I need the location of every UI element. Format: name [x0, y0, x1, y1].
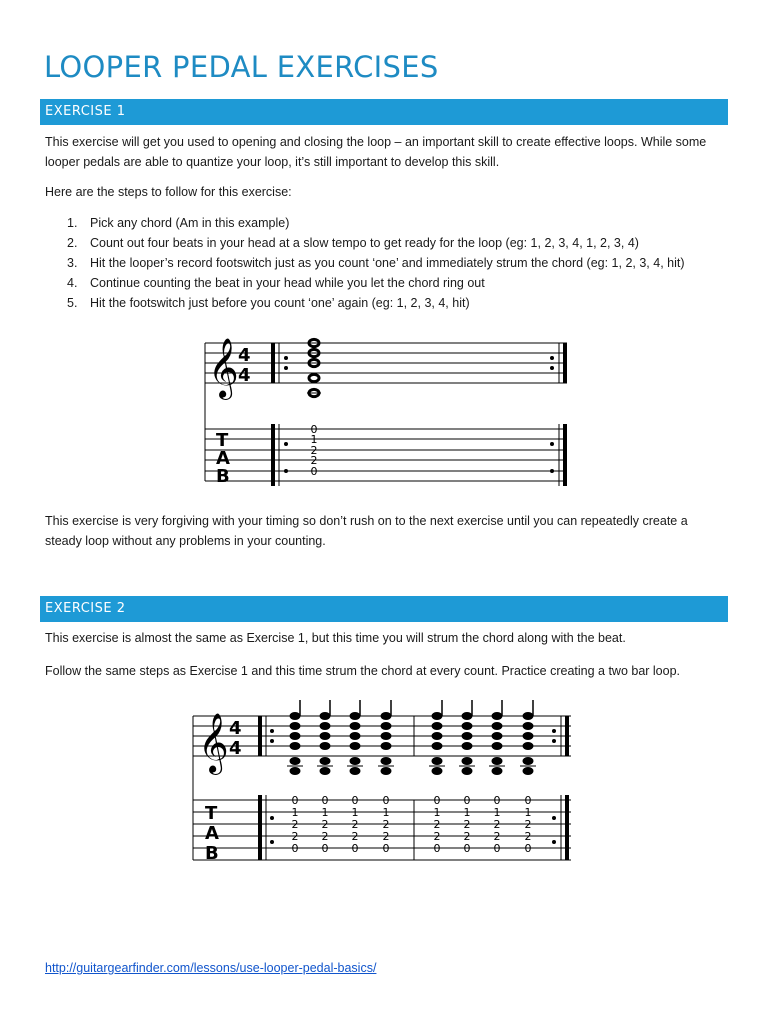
tab-letter-b: B: [205, 843, 219, 864]
quarter-note-head: [381, 767, 392, 775]
quarter-note-head: [462, 742, 473, 750]
quarter-note-head: [381, 742, 392, 750]
quarter-note-head: [492, 757, 503, 765]
quarter-note-head: [320, 767, 331, 775]
tab-fret: 0: [321, 794, 329, 807]
time-signature-top: 4: [238, 345, 251, 366]
step-number: 2.: [67, 236, 78, 250]
step-number: 3.: [67, 256, 78, 270]
step-number: 5.: [67, 296, 78, 310]
quarter-note-head: [381, 722, 392, 730]
quarter-note-head: [320, 742, 331, 750]
tab-letter-b: B: [216, 466, 230, 487]
tab-fret: 2: [524, 830, 532, 843]
step-text: Continue counting the beat in your head while you let the chord ring out: [90, 276, 485, 290]
step-number: 1.: [67, 216, 78, 230]
tab-fret: 0: [351, 794, 359, 807]
treble-clef-icon: 𝄞: [198, 713, 229, 773]
tab-fret: 0: [493, 794, 501, 807]
tab-fret: 2: [493, 818, 501, 831]
tab-fret: 1: [463, 806, 471, 819]
quarter-note-head: [290, 757, 301, 765]
quarter-note-head: [492, 767, 503, 775]
tab-fret: 2: [351, 830, 359, 843]
step-text: Pick any chord (Am in this example): [90, 216, 290, 230]
quarter-note-head: [432, 767, 443, 775]
tab-fret: 0: [463, 842, 471, 855]
tab-fret: 2: [463, 830, 471, 843]
time-signature-bottom: 4: [238, 365, 251, 386]
time-signature-top: 4: [229, 718, 242, 739]
quarter-note-head: [432, 757, 443, 765]
treble-clef-icon: 𝄞: [208, 338, 239, 398]
quarter-note-head: [432, 742, 443, 750]
quarter-note-head: [320, 732, 331, 740]
tab-fret: 1: [291, 806, 299, 819]
step-text: Hit the looper’s record footswitch just as you count ‘one’ and immediately strum the chord (eg: 1, 2, 3, 4, hit): [90, 256, 685, 270]
quarter-note-head: [492, 732, 503, 740]
quarter-note-head: [523, 722, 534, 730]
exercise-2-line-1: This exercise is almost the same as Exercise 1, but this time you will strum the chord along with the beat.: [45, 631, 626, 645]
tab-letter-a: A: [216, 448, 230, 469]
tab-fret: 2: [291, 830, 299, 843]
tab-fret: 0: [351, 842, 359, 855]
tab-fret: 1: [321, 806, 329, 819]
tab-fret: 1: [524, 806, 532, 819]
quarter-note-head: [523, 712, 534, 720]
quarter-note-head: [350, 767, 361, 775]
quarter-note-head: [492, 742, 503, 750]
quarter-note-head: [492, 722, 503, 730]
quarter-note-head: [290, 767, 301, 775]
tab-fret: 0: [382, 842, 390, 855]
tab-fret: 2: [382, 818, 390, 831]
tab-letter-t: T: [205, 803, 218, 824]
tab-fret: 2: [463, 818, 471, 831]
step-number: 4.: [67, 276, 78, 290]
tab-letter-t: T: [216, 430, 229, 451]
quarter-note-head: [381, 732, 392, 740]
exercise-2-notation: [188, 700, 576, 865]
step-text: Hit the footswitch just before you count ‘one’ again (eg: 1, 2, 3, 4, hit): [90, 296, 470, 310]
quarter-note-head: [290, 712, 301, 720]
quarter-note-head: [462, 712, 473, 720]
tab-fret: 0: [310, 465, 318, 478]
quarter-note-head: [523, 757, 534, 765]
quarter-note-head: [290, 722, 301, 730]
exercise-1-outro-line-1: This exercise is very forgiving with your timing so don’t rush on to the next exercise until you can repeatedly create a: [45, 514, 688, 528]
step-text: Count out four beats in your head at a slow tempo to get ready for the loop (eg: 1, 2, 3, 4, 1, 2, 3, 4): [90, 236, 639, 250]
tab-fret: 2: [321, 830, 329, 843]
quarter-note-head: [523, 742, 534, 750]
tab-fret: 1: [382, 806, 390, 819]
quarter-note-head: [350, 712, 361, 720]
list-item: [45, 273, 685, 293]
tab-fret: 2: [433, 818, 441, 831]
tab-fret: 0: [433, 842, 441, 855]
tab-fret: 1: [493, 806, 501, 819]
tab-fret: 0: [493, 842, 501, 855]
tab-fret: 0: [291, 842, 299, 855]
tab-fret: 2: [310, 454, 318, 467]
tab-fret: 2: [351, 818, 359, 831]
quarter-note-head: [350, 757, 361, 765]
exercise-1-heading: EXERCISE 1: [40, 99, 728, 125]
time-signature-bottom: 4: [229, 738, 242, 759]
tab-fret: 0: [321, 842, 329, 855]
quarter-note-head: [381, 712, 392, 720]
quarter-note-head: [290, 732, 301, 740]
tab-fret: 0: [463, 794, 471, 807]
list-item: [45, 213, 685, 233]
tab-fret: 0: [382, 794, 390, 807]
list-item: [45, 233, 685, 253]
quarter-note-head: [462, 757, 473, 765]
tab-fret: 2: [291, 818, 299, 831]
exercise-1-steps-list: [45, 213, 685, 313]
page-title: LOOPER PEDAL EXERCISES: [44, 50, 439, 84]
quarter-note-head: [523, 767, 534, 775]
exercise-2-line-2: Follow the same steps as Exercise 1 and this time strum the chord at every count. Practice creating a two bar loop.: [45, 664, 681, 678]
tab-fret: 1: [433, 806, 441, 819]
whole-note-chord: [309, 339, 319, 396]
list-item: [45, 293, 685, 313]
quarter-note-head: [320, 722, 331, 730]
exercise-1-notation: [200, 333, 572, 493]
tab-fret: 2: [493, 830, 501, 843]
tab-fret: 2: [310, 444, 318, 457]
tab-fret: 0: [524, 794, 532, 807]
exercise-1-intro-line-2: looper pedals are able to quantize your loop, it’s still important to develop this skill.: [45, 155, 500, 169]
tab-letter-a: A: [205, 823, 219, 844]
quarter-note-head: [350, 732, 361, 740]
tab-fret: 2: [321, 818, 329, 831]
quarter-note-head: [462, 732, 473, 740]
tab-fret: 0: [524, 842, 532, 855]
quarter-note-head: [432, 732, 443, 740]
quarter-note-head: [350, 722, 361, 730]
tab-fret: 0: [310, 423, 318, 436]
tab-fret: 2: [524, 818, 532, 831]
list-item: [45, 253, 685, 273]
quarter-note-head: [290, 742, 301, 750]
quarter-note-head: [492, 712, 503, 720]
quarter-note-head: [523, 732, 534, 740]
quarter-note-head: [381, 757, 392, 765]
tab-fret: 0: [291, 794, 299, 807]
quarter-note-head: [462, 722, 473, 730]
quarter-note-head: [432, 722, 443, 730]
source-link[interactable]: http://guitargearfinder.com/lessons/use-looper-pedal-basics/: [45, 961, 377, 975]
exercise-1-outro-line-2: steady loop without any problems in your counting.: [45, 534, 326, 548]
exercise-1-steps-intro: Here are the steps to follow for this exercise:: [45, 185, 292, 199]
quarter-note-head: [320, 712, 331, 720]
tab-fret: 1: [351, 806, 359, 819]
quarter-note-head: [320, 757, 331, 765]
tab-fret: 2: [433, 830, 441, 843]
quarter-note-head: [432, 712, 443, 720]
quarter-note-head: [462, 767, 473, 775]
tab-fret: 0: [433, 794, 441, 807]
exercise-1-intro-line-1: This exercise will get you used to opening and closing the loop – an important skill to create effective loops. While some: [45, 135, 707, 149]
tab-fret: 1: [310, 433, 318, 446]
tab-fret: 2: [382, 830, 390, 843]
exercise-2-heading: EXERCISE 2: [40, 596, 728, 622]
quarter-note-head: [350, 742, 361, 750]
